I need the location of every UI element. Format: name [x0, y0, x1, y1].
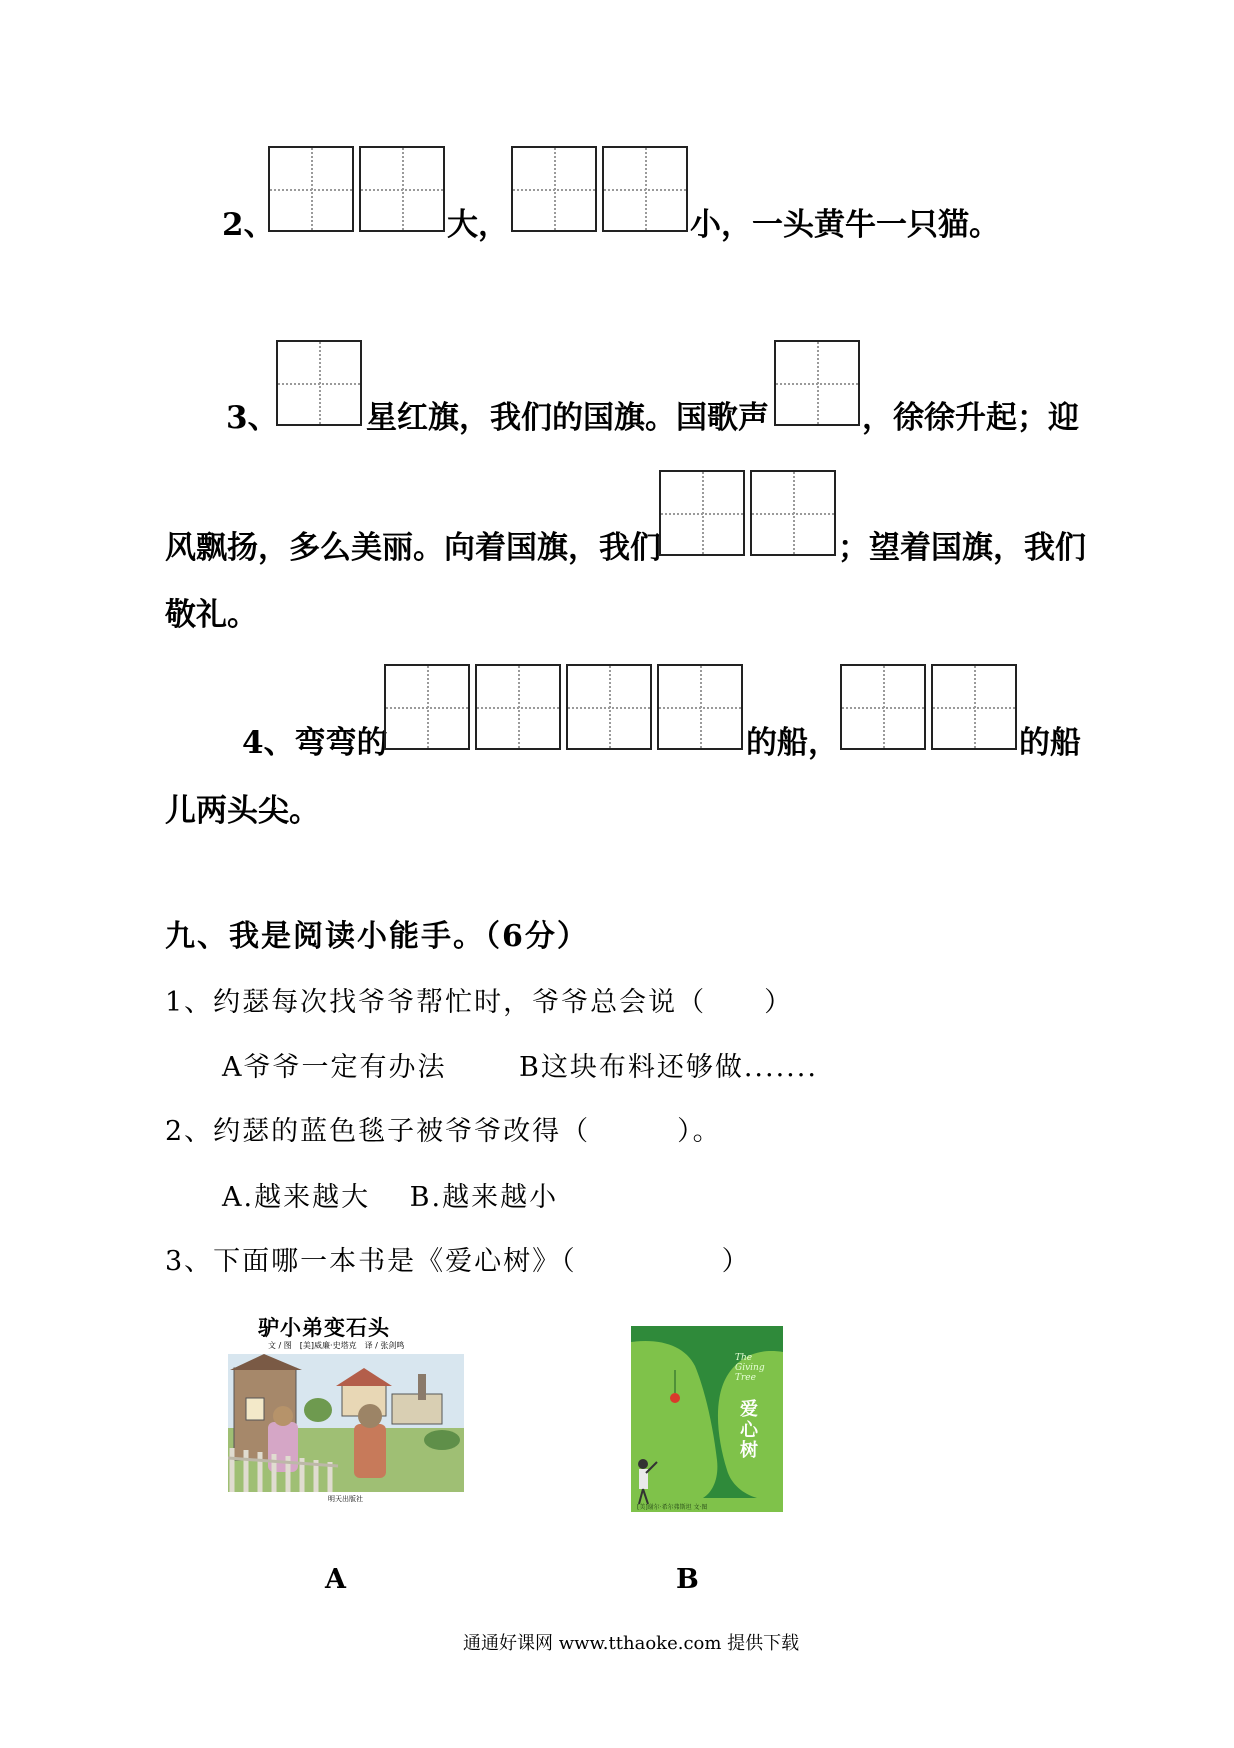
- item2-text-1: 大，: [447, 207, 509, 243]
- item3-answer-box-2[interactable]: [774, 340, 865, 426]
- tian-grid-cell[interactable]: [511, 146, 597, 232]
- tian-grid-cell[interactable]: [657, 664, 743, 750]
- item2-number: 2、: [222, 207, 275, 243]
- tian-grid-cell[interactable]: [268, 146, 354, 232]
- tian-grid-cell[interactable]: [840, 664, 926, 750]
- book-a-credits: 文 / 图 [美]威廉·史塔克 译 / 张剑鸣: [268, 1341, 405, 1350]
- book-a-publisher: 明天出版社: [328, 1495, 363, 1503]
- item3-text-1: 星红旗，我们的国旗。国歌声: [366, 400, 769, 436]
- question-2: 2、约瑟的蓝色毯子被爷爷改得（ ）。: [165, 1116, 722, 1147]
- item2-answer-box-2[interactable]: [511, 146, 693, 232]
- question-3: 3、下面哪一本书是《爱心树》（ ）: [165, 1246, 751, 1277]
- item3-number: 3、: [226, 400, 279, 436]
- item4-answer-box-2[interactable]: [840, 664, 1022, 750]
- book-a-label[interactable]: A: [325, 1564, 348, 1595]
- question-1-option-b[interactable]: B这块布料还够做.......: [519, 1052, 818, 1083]
- question-2-options[interactable]: A.越来越大 B.越来越小: [222, 1182, 559, 1213]
- book-b-title: 爱心树: [740, 1399, 758, 1462]
- item2-text-2: 小，一头黄牛一只猫。: [690, 207, 1000, 243]
- item3-line2-text-2: ；望着国旗，我们: [838, 530, 1086, 566]
- tian-grid-cell[interactable]: [774, 340, 860, 426]
- tian-grid-cell[interactable]: [602, 146, 688, 232]
- item4-answer-box-1[interactable]: [384, 664, 748, 750]
- book-b-credits: [美]谢尔·希尔弗斯坦 文·图: [637, 1504, 708, 1511]
- item4-number: 4、弯弯的: [242, 725, 388, 761]
- tian-grid-cell[interactable]: [750, 470, 836, 556]
- book-cover-b[interactable]: [631, 1326, 783, 1512]
- item3-answer-box-3[interactable]: [659, 470, 841, 556]
- footer-source: 通通好课网 www.tthaoke.com 提供下载: [463, 1633, 800, 1654]
- tian-grid-cell[interactable]: [931, 664, 1017, 750]
- book-cover-a[interactable]: [224, 1300, 468, 1508]
- tian-grid-cell[interactable]: [276, 340, 362, 426]
- question-1: 1、约瑟每次找爷爷帮忙时，爷爷总会说（ ）: [165, 987, 794, 1018]
- question-1-option-a[interactable]: A爷爷一定有办法: [222, 1052, 447, 1083]
- book-b-english-title: The Giving Tree: [735, 1353, 765, 1383]
- book-b-label[interactable]: B: [676, 1564, 701, 1595]
- tian-grid-cell[interactable]: [659, 470, 745, 556]
- item4-line2-text: 儿两头尖。: [165, 793, 320, 829]
- item4-text-1: 的船，: [746, 725, 839, 761]
- item2-answer-box-1[interactable]: [268, 146, 450, 232]
- book-a-illustration: [228, 1354, 464, 1492]
- tian-grid-cell[interactable]: [566, 664, 652, 750]
- item3-answer-box-1[interactable]: [276, 340, 367, 426]
- tian-grid-cell[interactable]: [475, 664, 561, 750]
- book-a-title: 驴小弟变石头: [258, 1316, 390, 1340]
- item4-text-2: 的船: [1019, 725, 1081, 761]
- section-title: 九、我是阅读小能手。（6分）: [165, 919, 589, 954]
- tian-grid-cell[interactable]: [384, 664, 470, 750]
- item3-text-2: ，徐徐升起；迎: [862, 400, 1079, 436]
- tian-grid-cell[interactable]: [359, 146, 445, 232]
- item3-line2-text-1: 风飘扬，多么美丽。向着国旗，我们: [165, 530, 661, 566]
- item3-line3-text: 敬礼。: [165, 597, 258, 633]
